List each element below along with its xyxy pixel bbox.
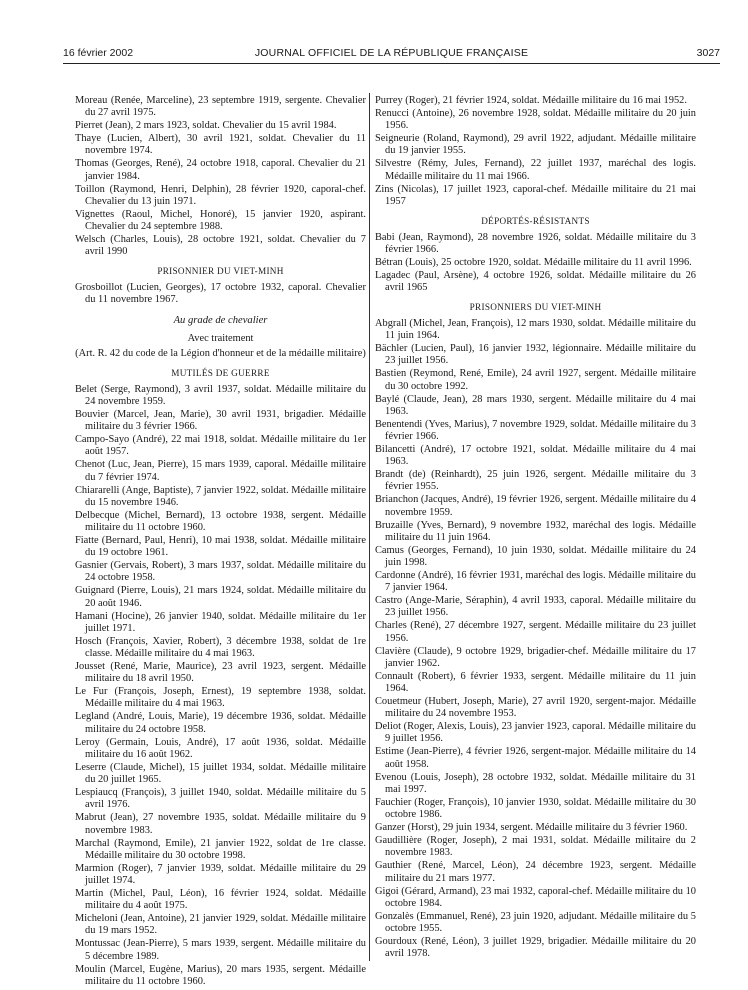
honor-entry: Jousset (René, Marie, Maurice), 23 avril 1923, sergent. Médaille militaire du 18 avril 1950.: [75, 661, 366, 685]
honor-entry: Vignettes (Raoul, Michel, Honoré), 15 janvier 1920, aspirant. Chevalier du 24 septembre 1988.: [75, 208, 366, 233]
honor-entry: Moreau (Renée, Marceline), 23 septembre 1919, sergente. Chevalier du 27 avril 1975.: [75, 95, 366, 119]
honor-entry: Thaye (Lucien, Albert), 30 avril 1921, soldat. Chevalier du 11 novembre 1974.: [75, 133, 366, 157]
honor-entry: Abgrall (Michel, Jean, François), 12 mars 1930, soldat. Médaille militaire du 11 juin 1964.: [375, 318, 696, 342]
honor-entry: Gonzalès (Emmanuel, René), 23 juin 1920, adjudant. Médaille militaire du 5 octobre 1955.: [375, 910, 696, 934]
honor-entry: Hosch (François, Xavier, Robert), 3 décembre 1938, soldat de 1re classe. Médaille militaire du 4 mai 1963.: [75, 635, 366, 660]
honor-entry: Delbecque (Michel, Bernard), 13 octobre 1938, sergent. Médaille militaire du 11 octobre 1960.: [75, 509, 366, 534]
honor-entry: Montussac (Jean-Pierre), 5 mars 1939, sergent. Médaille militaire du 5 décembre 1989.: [75, 938, 366, 962]
page-header: [63, 47, 720, 63]
honor-entry: Thomas (Georges, René), 24 octobre 1918, caporal. Chevalier du 21 janvier 1984.: [75, 158, 366, 182]
honor-entry: Gasnier (Gervais, Robert), 3 mars 1937, soldat. Médaille militaire du 24 octobre 1958.: [75, 560, 366, 584]
honor-entry: Brandt (de) (Reinhardt), 25 juin 1926, sergent. Médaille militaire du 3 février 1955.: [375, 469, 696, 493]
section-heading: MUTILÉS DE GUERRE: [171, 367, 270, 378]
honor-entry: Fiatte (Bernard, Paul, Henri), 10 mai 1938, soldat. Médaille militaire du 19 octobre 1961.: [75, 535, 366, 559]
honor-entry: Gigoi (Gérard, Armand), 23 mai 1932, caporal-chef. Médaille militaire du 10 octobre 1984.: [375, 885, 696, 909]
honor-entry: Gauthier (René, Marcel, Léon), 24 décembre 1923, sergent. Médaille militaire du 21 mars 1977.: [375, 860, 696, 884]
right-column: [375, 95, 696, 961]
honor-entry: Deliot (Roger, Alexis, Louis), 23 janvier 1923, caporal. Médaille militaire du 9 juillet 1956.: [375, 721, 696, 745]
honor-entry: Guignard (Pierre, Louis), 21 mars 1924, soldat. Médaille militaire du 20 août 1946.: [75, 585, 366, 609]
honor-entry: Zins (Nicolas), 17 juillet 1923, caporal-chef. Médaille militaire du 21 mai 1957: [375, 183, 696, 207]
honor-entry: Gourdoux (René, Léon), 3 juillet 1929, brigadier. Médaille militaire du 20 avril 1978.: [375, 935, 696, 960]
honor-entry: Estime (Jean-Pierre), 4 février 1926, sergent-major. Médaille militaire du 14 août 1958.: [375, 746, 696, 770]
honor-entry: Cardonne (André), 16 février 1931, maréchal des logis. Médaille militaire du 7 janvier 1964.: [375, 570, 696, 594]
honor-entry: Le Fur (François, Joseph, Ernest), 19 septembre 1938, soldat. Médaille militaire du 4 mai 1963.: [75, 686, 366, 710]
honor-entry: Bouvier (Marcel, Jean, Marie), 30 avril 1931, brigadier. Médaille militaire du 3 février 1966.: [75, 409, 366, 433]
honor-entry: Grosboillot (Lucien, Georges), 17 octobre 1932, caporal. Chevalier du 11 novembre 1967.: [75, 282, 366, 306]
honor-entry: Belet (Serge, Raymond), 3 avril 1937, soldat. Médaille militaire du 24 novembre 1959.: [75, 383, 366, 408]
page-number: 3027: [696, 47, 720, 59]
honor-entry: Mabrut (Jean), 27 novembre 1935, soldat. Médaille militaire du 9 novembre 1983.: [75, 812, 366, 836]
left-entries-a: [75, 95, 366, 258]
honor-entry: Seigneurie (Roland, Raymond), 29 avril 1922, adjudant. Médaille militaire du 19 janvier 1955.: [375, 133, 696, 157]
honor-entry: Chiararelli (Ange, Baptiste), 7 janvier 1922, soldat. Médaille militaire du 15 novembre 1946.: [75, 484, 366, 508]
honor-entry: Bastien (Reymond, René, Emile), 24 avril 1927, sergent. Médaille militaire du 30 octobre 1992.: [375, 368, 696, 392]
section-heading: PRISONNIERS DU VIET-MINH: [469, 301, 602, 312]
honor-entry: Charles (René), 27 décembre 1927, sergent. Médaille militaire du 23 juillet 1956.: [375, 620, 696, 644]
honor-entry: Renucci (Antoine), 26 novembre 1928, soldat. Médaille militaire du 20 juin 1956.: [375, 108, 696, 132]
honor-entry: Lagadec (Paul, Arsène), 4 octobre 1926, soldat. Médaille militaire du 26 avril 1965: [375, 269, 696, 294]
left-entries-b: [75, 282, 366, 306]
honor-entry: Purrey (Roger), 21 février 1924, soldat. Médaille militaire du 16 mai 1952.: [375, 95, 687, 106]
honor-entry: Marchal (Raymond, Emile), 21 janvier 1922, soldat de 1re classe. Médaille militaire du 30 octobre 1998.: [75, 837, 366, 861]
honor-entry: Babi (Jean, Raymond), 28 novembre 1926, soldat. Médaille militaire du 3 février 1966.: [375, 231, 696, 255]
honor-entry: Toillon (Raymond, Henri, Delphin), 28 février 1920, caporal-chef. Chevalier du 13 juin 1971.: [75, 183, 366, 207]
honor-entry: Bruzaille (Yves, Bernard), 9 novembre 1932, maréchal des logis. Médaille militaire du 11 juin 1964.: [375, 519, 696, 543]
right-entries-b: [375, 232, 696, 295]
honor-entry: Lespiaucq (François), 3 juillet 1940, soldat. Médaille militaire du 5 avril 1976.: [75, 787, 366, 811]
honor-entry: Benentendi (Yves, Marius), 7 novembre 1929, soldat. Médaille militaire du 3 février 1966.: [375, 418, 696, 443]
honor-entry: Gaudillière (Roger, Joseph), 2 mai 1931, soldat. Médaille militaire du 2 novembre 1983.: [375, 835, 696, 859]
right-entries-a: [375, 95, 696, 208]
honor-entry: Legland (André, Louis, Marie), 19 décembre 1936, soldat. Médaille militaire du 24 octobre 1958.: [75, 711, 366, 735]
honor-entry: Campo-Sayo (André), 22 mai 1918, soldat. Médaille militaire du 1er août 1957.: [75, 434, 366, 458]
honor-entry: Camus (Georges, Fernand), 10 juin 1930, soldat. Médaille militaire du 24 juin 1998.: [375, 544, 696, 569]
honor-entry: Connault (Robert), 6 février 1933, sergent. Médaille militaire du 11 juin 1964.: [375, 670, 696, 695]
column-separator: [369, 93, 370, 961]
honor-entry: Bächler (Lucien, Paul), 16 janvier 1932, légionnaire. Médaille militaire du 23 juillet 1956.: [375, 343, 696, 367]
header-title: JOURNAL OFFICIEL DE LA RÉPUBLIQUE FRANÇAISE: [254, 47, 529, 59]
honor-entry: Bilancetti (André), 17 octobre 1921, soldat. Médaille militaire du 4 mai 1963.: [375, 444, 696, 468]
honor-entry: Silvestre (Rémy, Jules, Fernand), 22 juillet 1937, maréchal des logis. Médaille militaire du 11 mai 1966.: [375, 158, 696, 182]
honor-entry: Micheloni (Jean, Antoine), 21 janvier 1929, soldat. Médaille militaire du 19 mars 1952.: [75, 913, 366, 937]
header-rule: [63, 63, 720, 64]
honor-entry: Marmion (Roger), 7 janvier 1939, soldat. Médaille militaire du 29 juillet 1974.: [75, 862, 366, 886]
left-column: [75, 95, 366, 989]
honor-entry: Martin (Michel, Paul, Léon), 16 février 1924, soldat. Médaille militaire du 4 août 1975.: [75, 887, 366, 912]
honor-entry: Fauchier (Roger, François), 10 janvier 1930, soldat. Médaille militaire du 30 octobre 1986.: [375, 796, 696, 821]
honor-entry: Evenou (Louis, Joseph), 28 octobre 1932, soldat. Médaille militaire du 31 mai 1997.: [375, 771, 696, 795]
honor-entry: Baylé (Claude, Jean), 28 mars 1930, sergent. Médaille militaire du 4 mai 1963.: [375, 393, 696, 417]
right-entries-c: [375, 318, 696, 960]
grade-heading: Au grade de chevalier: [173, 314, 268, 326]
honor-entry: Hamani (Hocine), 26 janvier 1940, soldat. Médaille militaire du 1er juillet 1971.: [75, 610, 366, 634]
section-heading: PRISONNIER DU VIET-MINH: [157, 265, 284, 276]
honor-entry: Couetmeur (Hubert, Joseph, Marie), 27 avril 1920, sergent-major. Médaille militaire du 24 novembre 1953.: [375, 696, 696, 720]
honor-entry: Ganzer (Horst), 29 juin 1934, sergent. Médaille militaire du 3 février 1960.: [375, 822, 688, 834]
header-date: 16 février 2002: [63, 47, 134, 59]
section-heading: DÉPORTÉS-RÉSISTANTS: [481, 215, 590, 226]
honor-entry: Chenot (Luc, Jean, Pierre), 15 mars 1939, caporal. Médaille militaire du 7 février 1974.: [75, 459, 366, 483]
honor-entry: Castro (Ange-Marie, Séraphin), 4 avril 1933, caporal. Médaille militaire du 23 juillet 1956.: [375, 595, 696, 619]
honor-entry: Welsch (Charles, Louis), 28 octobre 1921, soldat. Chevalier du 7 avril 1990: [75, 234, 366, 258]
honor-entry: Pierret (Jean), 2 mars 1923, soldat. Chevalier du 15 avril 1984.: [75, 120, 337, 132]
honor-entry: Brianchon (Jacques, André), 19 février 1926, sergent. Médaille militaire du 4 novembre 1959.: [375, 494, 696, 518]
honor-entry: Leserre (Claude, Michel), 15 juillet 1934, soldat. Médaille militaire du 20 juillet 1965.: [75, 761, 366, 786]
left-entries-c: [75, 384, 366, 988]
article-note: (Art. R. 42 du code de la Légion d'honneur et de la médaille militaire): [75, 347, 366, 359]
honor-entry: Leroy (Germain, Louis, André), 17 août 1936, soldat. Médaille militaire du 16 août 1962.: [75, 736, 366, 760]
treatment-note: Avec traitement: [187, 332, 254, 344]
honor-entry: Clavière (Claude), 9 octobre 1929, brigadier-chef. Médaille militaire du 17 janvier 1962.: [375, 645, 696, 669]
honor-entry: Bétran (Louis), 25 octobre 1920, soldat. Médaille militaire du 11 avril 1996.: [375, 256, 692, 268]
honor-entry: Moulin (Marcel, Eugène, Marius), 20 mars 1935, sergent. Médaille militaire du 11 octobre 1960.: [75, 963, 366, 987]
